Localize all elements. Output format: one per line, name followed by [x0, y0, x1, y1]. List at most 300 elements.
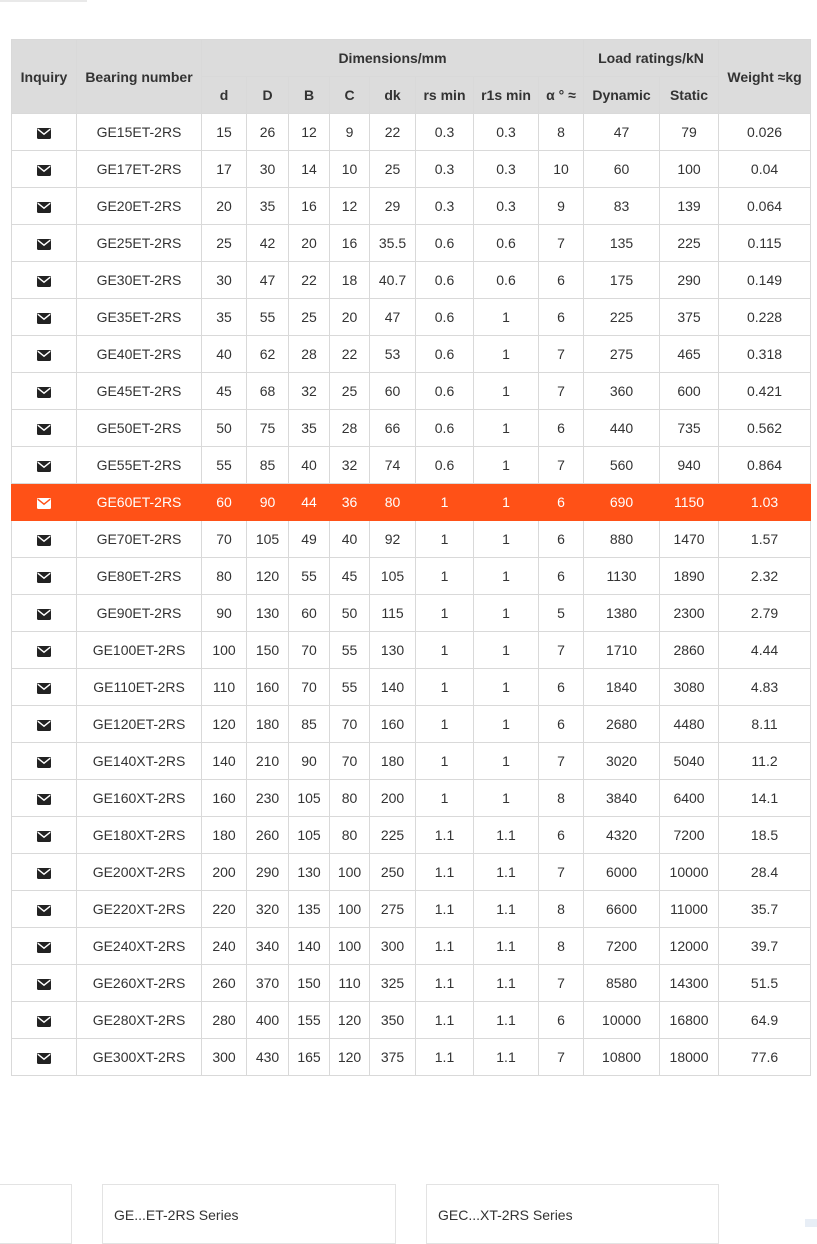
table-row	[12, 854, 811, 891]
cell-dk: 66	[370, 410, 416, 447]
cell-static: 7200	[660, 817, 719, 854]
cell-static: 375	[660, 299, 719, 336]
cell-D: 62	[247, 336, 289, 373]
series-card[interactable]	[0, 1184, 72, 1244]
cell-alpha: 7	[539, 1039, 584, 1076]
cell-alpha: 7	[539, 336, 584, 373]
cell-dk: 375	[370, 1039, 416, 1076]
cell-bearing[interactable]: GE55ET-2RS	[77, 447, 202, 484]
cell-C: 50	[330, 595, 370, 632]
cell-d: 55	[202, 447, 247, 484]
cell-alpha: 7	[539, 373, 584, 410]
cell-C: 70	[330, 743, 370, 780]
cell-r1s-min: 1.1	[474, 854, 539, 891]
cell-B: 35	[289, 410, 330, 447]
cell-static: 3080	[660, 669, 719, 706]
cell-bearing[interactable]: GE160XT-2RS	[77, 780, 202, 817]
table-row	[12, 1002, 811, 1039]
cell-D: 85	[247, 447, 289, 484]
cell-static: 16800	[660, 1002, 719, 1039]
cell-dynamic: 1380	[584, 595, 660, 632]
cell-alpha: 6	[539, 410, 584, 447]
cell-alpha: 7	[539, 447, 584, 484]
table-row	[12, 410, 811, 447]
cell-bearing[interactable]: GE35ET-2RS	[77, 299, 202, 336]
cell-dk: 35.5	[370, 225, 416, 262]
col-header-dk: dk	[370, 77, 416, 114]
envelope-icon[interactable]	[37, 609, 51, 620]
cell-bearing[interactable]: GE40ET-2RS	[77, 336, 202, 373]
cell-static: 100	[660, 151, 719, 188]
cell-weight: 14.1	[719, 780, 811, 817]
cell-r1s-min: 1.1	[474, 928, 539, 965]
cell-alpha: 6	[539, 1002, 584, 1039]
cell-static: 11000	[660, 891, 719, 928]
inquiry-cell	[12, 336, 77, 373]
cell-C: 55	[330, 669, 370, 706]
cell-alpha: 10	[539, 151, 584, 188]
cell-alpha: 6	[539, 262, 584, 299]
cell-r1s-min: 0.6	[474, 225, 539, 262]
cell-static: 2860	[660, 632, 719, 669]
cell-C: 80	[330, 780, 370, 817]
envelope-icon[interactable]	[37, 535, 51, 546]
inquiry-cell	[12, 965, 77, 1002]
cell-C: 12	[330, 188, 370, 225]
cell-dynamic: 3020	[584, 743, 660, 780]
cell-D: 400	[247, 1002, 289, 1039]
cell-dk: 92	[370, 521, 416, 558]
envelope-icon[interactable]	[37, 942, 51, 953]
cell-static: 1150	[660, 484, 719, 521]
envelope-icon[interactable]	[37, 276, 51, 287]
cell-bearing[interactable]: GE90ET-2RS	[77, 595, 202, 632]
cell-static: 6400	[660, 780, 719, 817]
envelope-icon[interactable]	[37, 683, 51, 694]
cell-dynamic: 440	[584, 410, 660, 447]
cell-weight: 0.421	[719, 373, 811, 410]
cell-static: 12000	[660, 928, 719, 965]
cell-dynamic: 6000	[584, 854, 660, 891]
cell-D: 47	[247, 262, 289, 299]
cell-C: 28	[330, 410, 370, 447]
cell-r1s-min: 1	[474, 299, 539, 336]
cell-r1s-min: 1	[474, 410, 539, 447]
col-header-B: B	[289, 77, 330, 114]
cell-weight: 2.32	[719, 558, 811, 595]
cell-dynamic: 83	[584, 188, 660, 225]
cell-weight: 0.149	[719, 262, 811, 299]
envelope-icon[interactable]	[37, 239, 51, 250]
inquiry-cell	[12, 225, 77, 262]
series-card-ge-et-2rs[interactable]	[102, 1184, 396, 1244]
cell-bearing[interactable]: GE17ET-2RS	[77, 151, 202, 188]
cell-C: 25	[330, 373, 370, 410]
cell-r1s-min: 1.1	[474, 891, 539, 928]
envelope-icon[interactable]	[37, 868, 51, 879]
envelope-icon[interactable]	[37, 720, 51, 731]
envelope-icon[interactable]	[37, 424, 51, 435]
cell-rs-min: 0.6	[416, 225, 474, 262]
cell-r1s-min: 1	[474, 632, 539, 669]
cell-weight: 11.2	[719, 743, 811, 780]
cell-weight: 2.79	[719, 595, 811, 632]
envelope-icon[interactable]	[37, 757, 51, 768]
envelope-icon[interactable]	[37, 831, 51, 842]
cell-r1s-min: 1	[474, 743, 539, 780]
series-card-title: GEC...XT-2RS Series	[438, 1207, 573, 1223]
cell-dynamic: 2680	[584, 706, 660, 743]
cell-dynamic: 360	[584, 373, 660, 410]
cell-bearing[interactable]: GE280XT-2RS	[77, 1002, 202, 1039]
col-header-d: d	[202, 77, 247, 114]
cell-dynamic: 1130	[584, 558, 660, 595]
cell-B: 70	[289, 669, 330, 706]
table-row	[12, 336, 811, 373]
cell-d: 70	[202, 521, 247, 558]
cell-weight: 51.5	[719, 965, 811, 1002]
cell-C: 22	[330, 336, 370, 373]
cell-r1s-min: 1	[474, 373, 539, 410]
cell-D: 260	[247, 817, 289, 854]
cell-D: 230	[247, 780, 289, 817]
inquiry-cell	[12, 114, 77, 151]
cell-weight: 0.115	[719, 225, 811, 262]
cell-bearing[interactable]: GE50ET-2RS	[77, 410, 202, 447]
cell-C: 20	[330, 299, 370, 336]
cell-B: 105	[289, 817, 330, 854]
bearing-spec-table	[11, 39, 811, 1076]
cell-static: 14300	[660, 965, 719, 1002]
cell-rs-min: 0.6	[416, 410, 474, 447]
cell-r1s-min: 0.3	[474, 114, 539, 151]
table-row	[12, 114, 811, 151]
cell-r1s-min: 1	[474, 780, 539, 817]
cell-C: 120	[330, 1039, 370, 1076]
cell-C: 120	[330, 1002, 370, 1039]
cell-C: 70	[330, 706, 370, 743]
cell-r1s-min: 1	[474, 484, 539, 521]
cell-weight: 1.03	[719, 484, 811, 521]
cell-rs-min: 0.3	[416, 151, 474, 188]
envelope-icon[interactable]	[37, 979, 51, 990]
cell-dk: 160	[370, 706, 416, 743]
cell-bearing[interactable]: GE15ET-2RS	[77, 114, 202, 151]
cell-d: 80	[202, 558, 247, 595]
cell-dynamic: 225	[584, 299, 660, 336]
cell-weight: 39.7	[719, 928, 811, 965]
cell-B: 20	[289, 225, 330, 262]
table-body	[12, 114, 811, 1076]
cell-C: 36	[330, 484, 370, 521]
top-divider	[0, 0, 87, 2]
cell-static: 79	[660, 114, 719, 151]
cell-static: 10000	[660, 854, 719, 891]
cell-d: 45	[202, 373, 247, 410]
cell-static: 735	[660, 410, 719, 447]
cell-weight: 28.4	[719, 854, 811, 891]
cell-bearing[interactable]: GE300XT-2RS	[77, 1039, 202, 1076]
cell-d: 60	[202, 484, 247, 521]
cell-weight: 64.9	[719, 1002, 811, 1039]
table-row	[12, 558, 811, 595]
cell-d: 40	[202, 336, 247, 373]
cell-rs-min: 1.1	[416, 1002, 474, 1039]
cell-bearing[interactable]: GE80ET-2RS	[77, 558, 202, 595]
inquiry-cell	[12, 410, 77, 447]
cell-r1s-min: 1	[474, 669, 539, 706]
cell-rs-min: 1	[416, 521, 474, 558]
cell-d: 35	[202, 299, 247, 336]
cell-bearing[interactable]: GE140XT-2RS	[77, 743, 202, 780]
inquiry-cell	[12, 595, 77, 632]
inquiry-cell	[12, 891, 77, 928]
inquiry-cell	[12, 706, 77, 743]
cell-D: 68	[247, 373, 289, 410]
inquiry-cell	[12, 632, 77, 669]
cell-rs-min: 1	[416, 743, 474, 780]
cell-D: 290	[247, 854, 289, 891]
cell-d: 220	[202, 891, 247, 928]
cell-C: 100	[330, 854, 370, 891]
cell-D: 320	[247, 891, 289, 928]
cell-dk: 47	[370, 299, 416, 336]
cell-dk: 275	[370, 891, 416, 928]
cell-weight: 4.83	[719, 669, 811, 706]
envelope-icon[interactable]	[37, 350, 51, 361]
cell-bearing[interactable]: GE240XT-2RS	[77, 928, 202, 965]
cell-bearing[interactable]: GE260XT-2RS	[77, 965, 202, 1002]
col-header-static: Static	[660, 77, 719, 114]
col-header-C: C	[330, 77, 370, 114]
cell-B: 49	[289, 521, 330, 558]
envelope-icon[interactable]	[37, 572, 51, 583]
cell-dk: 40.7	[370, 262, 416, 299]
cell-D: 26	[247, 114, 289, 151]
cell-rs-min: 1	[416, 706, 474, 743]
cell-bearing[interactable]: GE180XT-2RS	[77, 817, 202, 854]
cell-B: 150	[289, 965, 330, 1002]
cell-alpha: 8	[539, 780, 584, 817]
cell-bearing[interactable]: GE200XT-2RS	[77, 854, 202, 891]
cell-dk: 22	[370, 114, 416, 151]
cell-r1s-min: 0.3	[474, 188, 539, 225]
table-row	[12, 447, 811, 484]
table-row	[12, 484, 811, 521]
cell-rs-min: 0.6	[416, 373, 474, 410]
inquiry-cell	[12, 780, 77, 817]
cell-dk: 180	[370, 743, 416, 780]
cell-B: 165	[289, 1039, 330, 1076]
cell-B: 90	[289, 743, 330, 780]
cell-rs-min: 1	[416, 558, 474, 595]
envelope-icon[interactable]	[37, 165, 51, 176]
cell-d: 140	[202, 743, 247, 780]
cell-r1s-min: 1	[474, 595, 539, 632]
cell-dk: 105	[370, 558, 416, 595]
inquiry-cell	[12, 743, 77, 780]
table-row	[12, 188, 811, 225]
inquiry-cell	[12, 299, 77, 336]
envelope-icon[interactable]	[37, 202, 51, 213]
envelope-icon[interactable]	[37, 905, 51, 916]
cell-dynamic: 690	[584, 484, 660, 521]
cell-alpha: 6	[539, 299, 584, 336]
cell-static: 139	[660, 188, 719, 225]
cell-weight: 77.6	[719, 1039, 811, 1076]
cell-r1s-min: 1.1	[474, 1039, 539, 1076]
cell-static: 225	[660, 225, 719, 262]
cell-static: 600	[660, 373, 719, 410]
cell-B: 70	[289, 632, 330, 669]
cell-dk: 74	[370, 447, 416, 484]
envelope-icon[interactable]	[37, 313, 51, 324]
cell-dk: 25	[370, 151, 416, 188]
cell-alpha: 6	[539, 484, 584, 521]
cell-B: 14	[289, 151, 330, 188]
cell-bearing[interactable]: GE20ET-2RS	[77, 188, 202, 225]
cell-B: 28	[289, 336, 330, 373]
cell-weight: 35.7	[719, 891, 811, 928]
cell-bearing[interactable]: GE60ET-2RS	[77, 484, 202, 521]
col-header-r1s-min: r1s min	[474, 77, 539, 114]
cell-alpha: 6	[539, 706, 584, 743]
envelope-icon[interactable]	[37, 498, 51, 509]
inquiry-cell	[12, 669, 77, 706]
inquiry-cell	[12, 521, 77, 558]
series-card-title: GE...ET-2RS Series	[114, 1207, 239, 1223]
cell-d: 20	[202, 188, 247, 225]
cell-bearing[interactable]: GE100ET-2RS	[77, 632, 202, 669]
cell-bearing[interactable]: GE220XT-2RS	[77, 891, 202, 928]
cell-dynamic: 10000	[584, 1002, 660, 1039]
cell-d: 15	[202, 114, 247, 151]
cell-alpha: 5	[539, 595, 584, 632]
cell-bearing[interactable]: GE45ET-2RS	[77, 373, 202, 410]
cell-d: 300	[202, 1039, 247, 1076]
cell-rs-min: 1.1	[416, 928, 474, 965]
cell-bearing[interactable]: GE25ET-2RS	[77, 225, 202, 262]
inquiry-cell	[12, 484, 77, 521]
cell-rs-min: 0.6	[416, 336, 474, 373]
cell-bearing[interactable]: GE120ET-2RS	[77, 706, 202, 743]
cell-B: 25	[289, 299, 330, 336]
cell-r1s-min: 1	[474, 558, 539, 595]
envelope-icon[interactable]	[37, 646, 51, 657]
cell-rs-min: 1	[416, 780, 474, 817]
inquiry-cell	[12, 373, 77, 410]
cell-dynamic: 6600	[584, 891, 660, 928]
cell-B: 135	[289, 891, 330, 928]
cell-D: 160	[247, 669, 289, 706]
cell-dk: 225	[370, 817, 416, 854]
cell-static: 18000	[660, 1039, 719, 1076]
cell-rs-min: 1.1	[416, 1039, 474, 1076]
cell-B: 16	[289, 188, 330, 225]
cell-dk: 350	[370, 1002, 416, 1039]
cell-bearing[interactable]: GE110ET-2RS	[77, 669, 202, 706]
cell-B: 60	[289, 595, 330, 632]
cell-dynamic: 880	[584, 521, 660, 558]
cell-weight: 0.04	[719, 151, 811, 188]
cell-D: 42	[247, 225, 289, 262]
cell-weight: 0.562	[719, 410, 811, 447]
col-header-alpha: α ° ≈	[539, 77, 584, 114]
cell-rs-min: 1	[416, 669, 474, 706]
series-card-gec-xt-2rs[interactable]	[426, 1184, 719, 1244]
cell-C: 32	[330, 447, 370, 484]
table-row	[12, 299, 811, 336]
cell-rs-min: 1.1	[416, 891, 474, 928]
cell-d: 17	[202, 151, 247, 188]
cell-alpha: 7	[539, 854, 584, 891]
cell-r1s-min: 1.1	[474, 817, 539, 854]
cell-C: 10	[330, 151, 370, 188]
cell-dk: 115	[370, 595, 416, 632]
cell-weight: 0.864	[719, 447, 811, 484]
cell-D: 55	[247, 299, 289, 336]
cell-B: 22	[289, 262, 330, 299]
cell-alpha: 6	[539, 817, 584, 854]
col-header-inquiry: Inquiry	[12, 40, 77, 114]
inquiry-cell	[12, 1002, 77, 1039]
cell-dk: 130	[370, 632, 416, 669]
cell-d: 240	[202, 928, 247, 965]
cell-D: 370	[247, 965, 289, 1002]
cell-dk: 200	[370, 780, 416, 817]
cell-C: 18	[330, 262, 370, 299]
table-row	[12, 262, 811, 299]
cell-rs-min: 0.6	[416, 299, 474, 336]
corner-decoration	[805, 1219, 817, 1227]
cell-d: 100	[202, 632, 247, 669]
cell-B: 12	[289, 114, 330, 151]
cell-alpha: 6	[539, 558, 584, 595]
cell-d: 260	[202, 965, 247, 1002]
cell-alpha: 8	[539, 114, 584, 151]
cell-static: 5040	[660, 743, 719, 780]
table-row	[12, 743, 811, 780]
cell-d: 120	[202, 706, 247, 743]
cell-B: 40	[289, 447, 330, 484]
table-row	[12, 595, 811, 632]
envelope-icon[interactable]	[37, 128, 51, 139]
cell-alpha: 6	[539, 521, 584, 558]
cell-rs-min: 0.6	[416, 447, 474, 484]
cell-alpha: 6	[539, 669, 584, 706]
cell-weight: 0.318	[719, 336, 811, 373]
envelope-icon[interactable]	[37, 1053, 51, 1064]
col-header-weight: Weight ≈kg	[719, 40, 811, 114]
envelope-icon[interactable]	[37, 794, 51, 805]
table-row	[12, 521, 811, 558]
cell-dynamic: 7200	[584, 928, 660, 965]
cell-dynamic: 275	[584, 336, 660, 373]
cell-bearing[interactable]: GE30ET-2RS	[77, 262, 202, 299]
envelope-icon[interactable]	[37, 461, 51, 472]
col-header-D: D	[247, 77, 289, 114]
cell-static: 1470	[660, 521, 719, 558]
cell-static: 290	[660, 262, 719, 299]
cell-bearing[interactable]: GE70ET-2RS	[77, 521, 202, 558]
cell-D: 340	[247, 928, 289, 965]
cell-static: 465	[660, 336, 719, 373]
cell-alpha: 7	[539, 743, 584, 780]
envelope-icon[interactable]	[37, 1016, 51, 1027]
cell-dk: 80	[370, 484, 416, 521]
envelope-icon[interactable]	[37, 387, 51, 398]
table-header	[12, 40, 811, 114]
